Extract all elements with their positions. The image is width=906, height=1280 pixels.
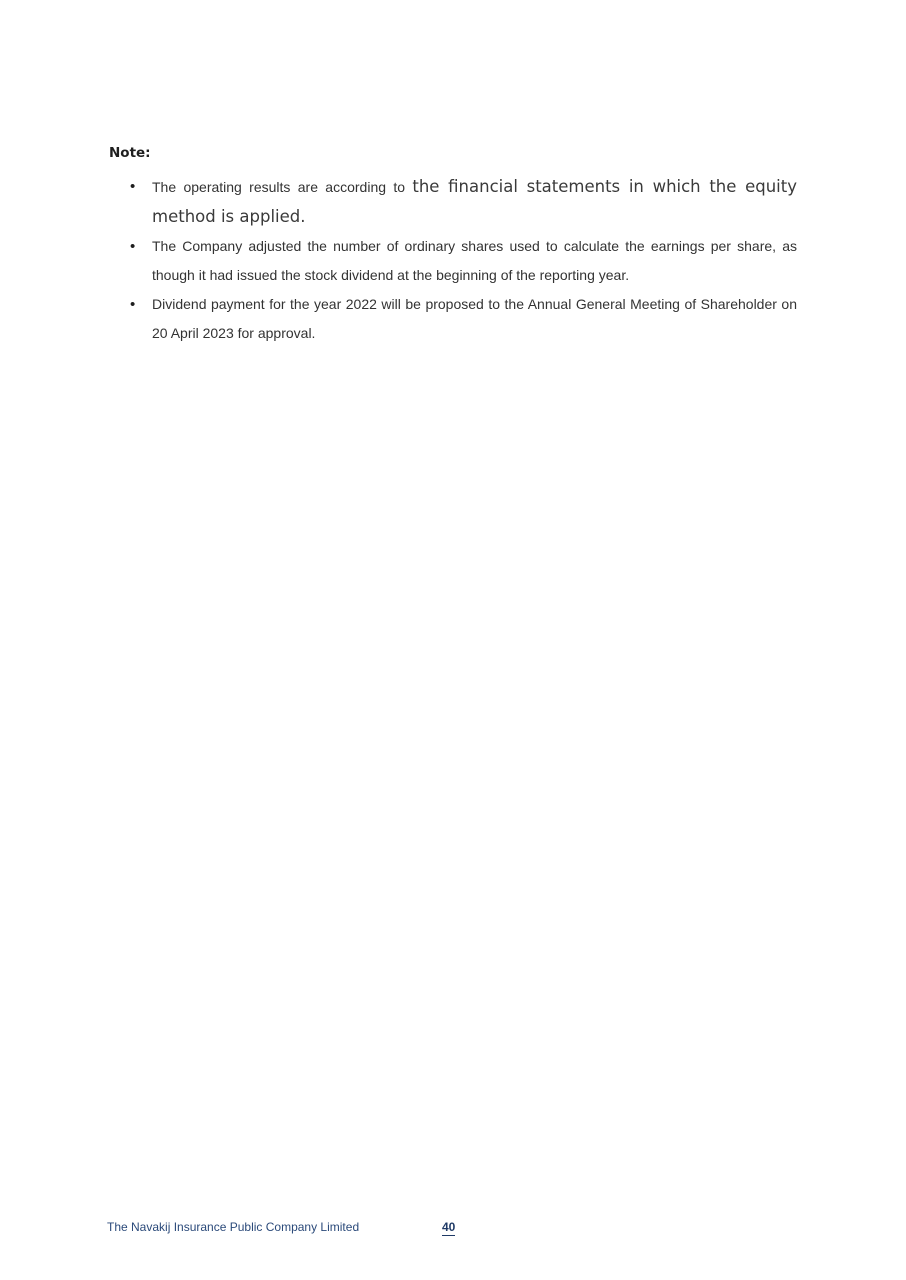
note-item-operating-results (130, 172, 797, 232)
footer-company-name: The Navakij Insurance Public Company Limited (107, 1220, 360, 1234)
page-number: 40 (442, 1220, 456, 1234)
note-item-text: Dividend payment for the year 2022 will be proposed to the Annual General Meeting of Shareholder on 20 April 2023 for approval. (152, 296, 797, 341)
note-item-text: The Company adjusted the number of ordinary shares used to calculate the earnings per share, as though it had issued the stock dividend at the beginning of the reporting year. (152, 238, 797, 283)
note-item-dividend-payment (130, 290, 797, 348)
bullet-icon: • (130, 238, 136, 255)
bullet-icon: • (130, 296, 136, 313)
bullet-icon: • (130, 178, 136, 195)
note-heading: Note: (109, 145, 151, 161)
note-item-text-large: the financial statements in which the equity method is applied. (152, 177, 797, 226)
note-item-text-small: The operating results are according to (152, 179, 413, 195)
notes-list (130, 172, 797, 348)
note-item-earnings-per-share (130, 232, 797, 290)
